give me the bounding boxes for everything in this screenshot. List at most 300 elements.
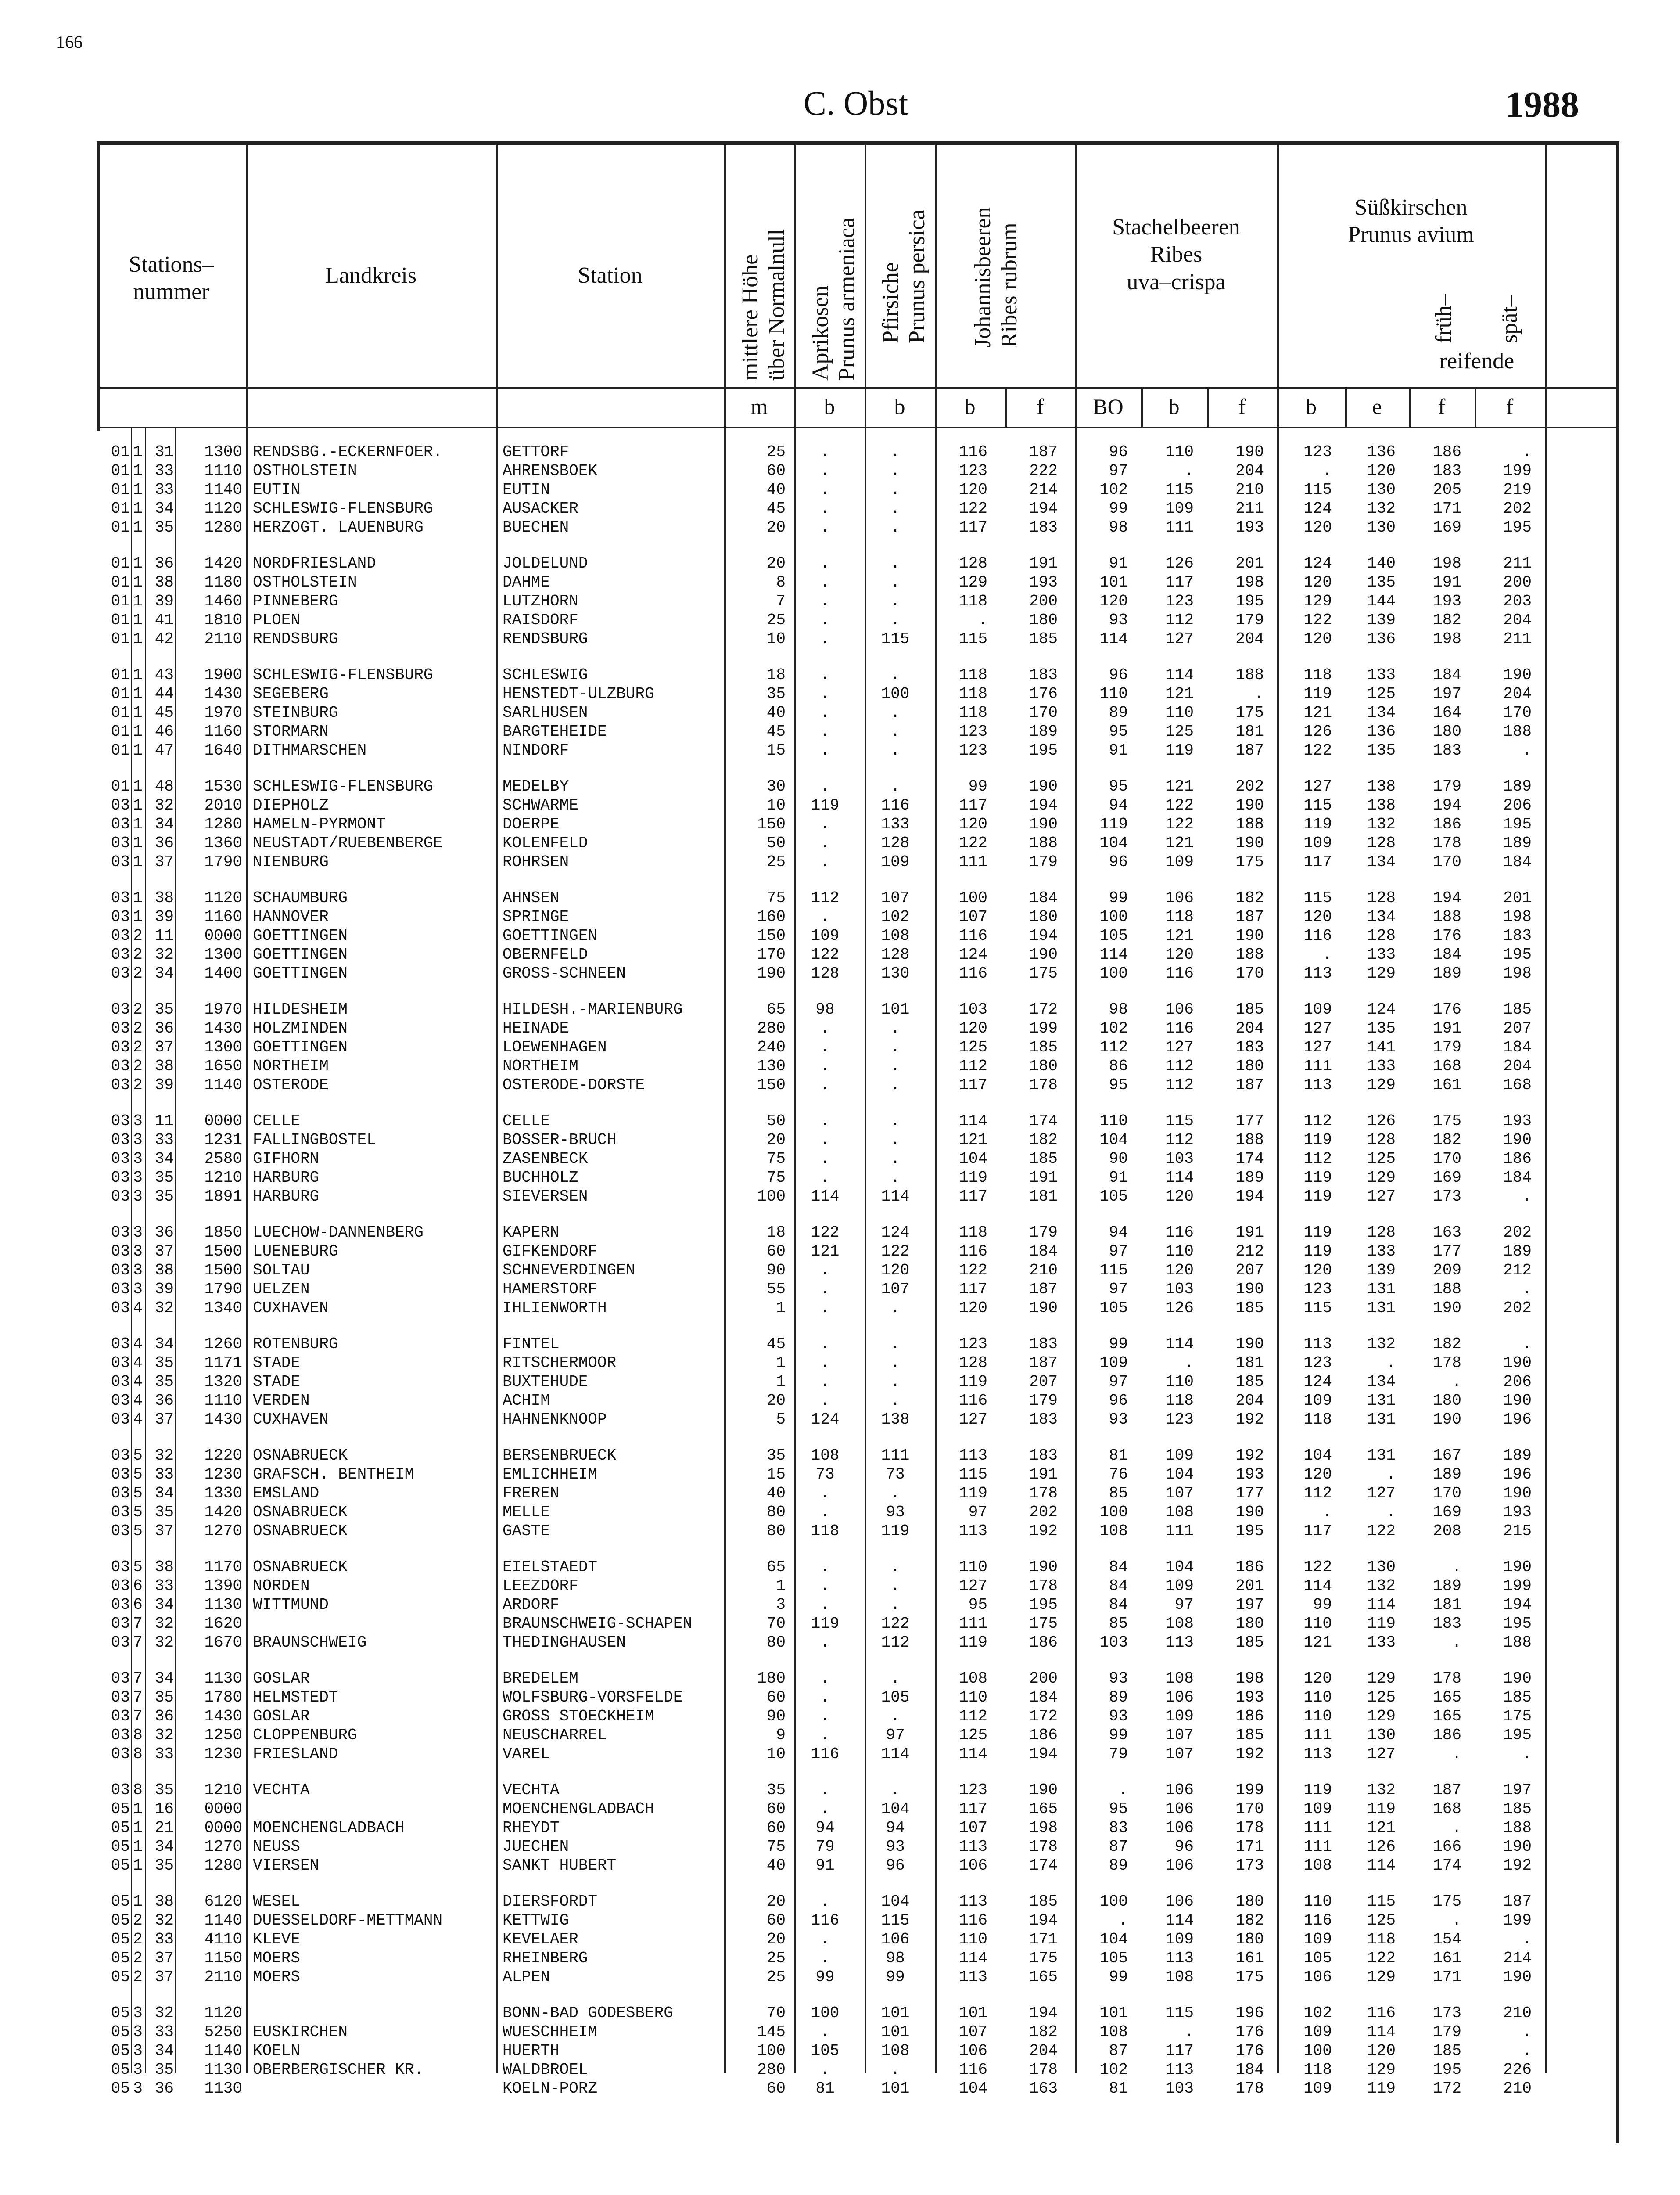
table-cell: 210	[1029, 1261, 1058, 1279]
table-cell: 47	[154, 741, 174, 759]
table-cell: VECHTA	[253, 1781, 310, 1799]
table-cell: 179	[1029, 1223, 1058, 1241]
table-cell: 168	[1433, 1800, 1461, 1818]
table-cell: 130	[1367, 1726, 1396, 1744]
table-cell: RHEINBERG	[503, 1949, 588, 1967]
table-cell: 03	[111, 1280, 130, 1298]
table-cell: 168	[1503, 1076, 1532, 1094]
table-cell: 115	[881, 630, 910, 648]
table-cell: 105	[1099, 1949, 1128, 1967]
table-cell: JOLDELUND	[503, 554, 588, 572]
table-cell: 183	[1503, 927, 1532, 945]
table-cell: 141	[1367, 1038, 1396, 1056]
table-cell: 110	[1303, 1893, 1332, 1911]
table-cell: 05	[111, 2023, 130, 2041]
table-cell: 176	[1433, 927, 1461, 945]
table-cell: .	[820, 1299, 830, 1317]
table-cell: 178	[1029, 2061, 1058, 2079]
table-cell: 168	[1433, 1057, 1461, 1075]
johannisbeeren-header: Johannisbeeren Ribes rubrum	[970, 207, 1022, 348]
table-cell: .	[890, 1150, 900, 1168]
table-cell: 70	[766, 1615, 786, 1633]
table-cell: 127	[1303, 777, 1332, 795]
table-cell: 190	[1235, 1335, 1264, 1353]
table-cell: 187	[1433, 1781, 1461, 1799]
table-cell: EMSLAND	[253, 1484, 319, 1502]
table-cell: KAPERN	[503, 1223, 560, 1241]
table-cell: 114	[881, 1745, 910, 1763]
table-cell: 204	[1235, 462, 1264, 480]
table-cell: 123	[959, 741, 987, 759]
table-cell: 1140	[204, 481, 242, 499]
table-cell: 10	[766, 630, 786, 648]
table-cell: .	[1322, 946, 1332, 964]
table-cell: .	[890, 611, 900, 629]
table-cell: 179	[1433, 777, 1461, 795]
table-cell: 37	[154, 1522, 174, 1540]
table-cell: 130	[881, 964, 910, 982]
table-cell: 178	[1433, 834, 1461, 852]
table-cell: SANKT HUBERT	[503, 1857, 617, 1875]
table-cell: .	[820, 1373, 830, 1391]
table-cell: KOELN	[253, 2042, 301, 2060]
table-cell: 188	[1235, 1131, 1264, 1149]
table-cell: 1810	[204, 611, 242, 629]
table-cell: 1850	[204, 1223, 242, 1241]
table-cell: 41	[154, 611, 174, 629]
hoehe-header: mittlere Höhe über Normalnull	[738, 229, 789, 381]
table-cell: 193	[1029, 573, 1058, 591]
table-cell: 30	[766, 777, 786, 795]
table-cell: 1	[133, 815, 143, 833]
table-cell: 03	[111, 1373, 130, 1391]
table-cell: 104	[959, 2080, 987, 2098]
table-cell: 115	[1165, 2004, 1194, 2022]
table-cell: 187	[1029, 443, 1058, 461]
table-cell: 48	[154, 777, 174, 795]
table-cell: VIERSEN	[253, 1857, 319, 1875]
table-cell: UELZEN	[253, 1280, 310, 1298]
table-cell: MOENCHENGLADBACH	[253, 1819, 405, 1837]
table-cell: 122	[881, 1242, 910, 1260]
table-cell: VERDEN	[253, 1392, 310, 1410]
table-cell: 90	[766, 1707, 786, 1725]
table-cell: 84	[1109, 1596, 1128, 1614]
table-cell: 190	[1503, 1838, 1532, 1856]
table-cell: 108	[1165, 1615, 1194, 1633]
table-cell: 35	[154, 1373, 174, 1391]
table-cell: 177	[1433, 1242, 1461, 1260]
table-cell: 188	[1433, 1280, 1461, 1298]
table-cell: 35	[766, 685, 786, 703]
table-cell: 109	[1303, 834, 1332, 852]
table-cell: 198	[1433, 554, 1461, 572]
table-cell: 112	[1165, 1131, 1194, 1149]
table-cell: 202	[1235, 777, 1264, 795]
table-cell: 116	[1303, 927, 1332, 945]
table-cell: 81	[815, 2080, 835, 2098]
table-cell: 116	[1367, 2004, 1396, 2022]
table-cell: .	[890, 500, 900, 518]
table-cell: STORMARN	[253, 723, 329, 741]
table-cell: MOERS	[253, 1949, 301, 1967]
table-cell: CLOPPENBURG	[253, 1726, 357, 1744]
table-cell: 113	[1165, 2061, 1194, 2079]
table-cell: 50	[766, 1112, 786, 1130]
table-cell: 178	[1433, 1354, 1461, 1372]
table-cell: WUESCHHEIM	[503, 2023, 598, 2041]
table-cell: 210	[1503, 2080, 1532, 2098]
table-cell: 1	[133, 573, 143, 591]
table-cell: DAHME	[503, 573, 550, 591]
table-cell: 03	[111, 1745, 130, 1763]
table-cell: .	[820, 2061, 830, 2079]
table-cell: 8	[133, 1726, 143, 1744]
table-cell: 1	[133, 908, 143, 926]
table-cell: 154	[1433, 1930, 1461, 1948]
table-cell: 175	[1235, 1968, 1264, 1986]
table-cell: 3	[776, 1596, 786, 1614]
table-cell: 35	[154, 1354, 174, 1372]
table-cell: 117	[959, 1280, 987, 1298]
table-cell: 202	[1503, 1299, 1532, 1317]
table-cell: 38	[154, 1057, 174, 1075]
table-cell: 175	[1433, 1112, 1461, 1130]
table-cell: 45	[766, 723, 786, 741]
table-cell: 34	[154, 2042, 174, 2060]
table-cell: 101	[881, 2004, 910, 2022]
table-cell: .	[1386, 1503, 1396, 1521]
table-cell: 179	[1433, 2023, 1461, 2041]
table-cell: 106	[959, 1857, 987, 1875]
table-cell: 103	[1165, 2080, 1194, 2098]
table-cell: 6120	[204, 1893, 242, 1911]
table-cell: .	[890, 666, 900, 684]
table-cell: 186	[1433, 1726, 1461, 1744]
table-cell: GROSS STOECKHEIM	[503, 1707, 654, 1725]
table-cell: 124	[881, 1223, 910, 1241]
table-cell: 1250	[204, 1726, 242, 1744]
table-cell: 185	[1029, 1038, 1058, 1056]
table-cell: 119	[959, 1484, 987, 1502]
table-cell: 130	[1367, 1558, 1396, 1576]
table-cell: .	[820, 1503, 830, 1521]
table-cell: 01	[111, 518, 130, 536]
table-cell: 99	[1109, 500, 1128, 518]
table-cell: 38	[154, 1261, 174, 1279]
table-cell: 37	[154, 1242, 174, 1260]
table-cell: 121	[1165, 834, 1194, 852]
table-cell: 189	[1503, 834, 1532, 852]
table-cell: 200	[1029, 1670, 1058, 1688]
table-cell: 117	[1165, 2042, 1194, 2060]
table-cell: 1670	[204, 1634, 242, 1652]
table-cell: 1400	[204, 964, 242, 982]
table-cell: 186	[1503, 1150, 1532, 1168]
table-cell: 18	[766, 666, 786, 684]
table-cell: 89	[1109, 1857, 1128, 1875]
table-cell: 109	[1303, 1000, 1332, 1018]
table-cell: .	[820, 704, 830, 722]
table-cell: 95	[1109, 1076, 1128, 1094]
table-cell: 107	[1165, 1726, 1194, 1744]
table-cell: GIFHORN	[253, 1150, 319, 1168]
table-cell: 111	[1303, 1726, 1332, 1744]
table-cell: 132	[1367, 1781, 1396, 1799]
table-cell: 181	[1235, 1354, 1264, 1372]
table-cell: 125	[959, 1726, 987, 1744]
table-cell: 193	[1235, 1688, 1264, 1706]
table-cell: 31	[154, 443, 174, 461]
table-cell: 34	[154, 1150, 174, 1168]
table-cell: 35	[766, 1447, 786, 1465]
table-cell: .	[890, 1596, 900, 1614]
table-cell: 175	[1235, 704, 1264, 722]
table-cell: 118	[959, 666, 987, 684]
table-cell: 03	[111, 1261, 130, 1279]
table-cell: VECHTA	[503, 1781, 560, 1799]
table-cell: 33	[154, 462, 174, 480]
table-cell: JUECHEN	[503, 1838, 569, 1856]
table-cell: 25	[766, 853, 786, 871]
table-cell: 1	[133, 1800, 143, 1818]
table-cell: 113	[1303, 1745, 1332, 1763]
table-cell: IHLIENWORTH	[503, 1299, 607, 1317]
table-cell: .	[890, 741, 900, 759]
table-cell: BREDELEM	[503, 1670, 578, 1688]
table-cell: 1130	[204, 2061, 242, 2079]
table-cell: 129	[1303, 592, 1332, 610]
table-cell: 1140	[204, 1911, 242, 1929]
table-cell: NORTHEIM	[503, 1057, 578, 1075]
table-cell: 3	[133, 1112, 143, 1130]
table-cell: 184	[1503, 1038, 1532, 1056]
table-cell: 129	[1367, 1169, 1396, 1187]
table-cell: .	[820, 1169, 830, 1187]
table-cell: .	[820, 1019, 830, 1037]
table-cell: 198	[1433, 630, 1461, 648]
table-cell: 200	[1503, 573, 1532, 591]
table-cell: 107	[881, 1280, 910, 1298]
table-cell: NINDORF	[503, 741, 569, 759]
table-cell: 39	[154, 1076, 174, 1094]
table-cell: STADE	[253, 1354, 301, 1372]
table-cell: 189	[1433, 1465, 1461, 1483]
table-cell: 114	[881, 1187, 910, 1205]
table-cell: 119	[1367, 1800, 1396, 1818]
table-cell: 190	[1029, 1558, 1058, 1576]
table-cell: .	[890, 462, 900, 480]
table-cell: 188	[1503, 1634, 1532, 1652]
table-cell: 130	[757, 1057, 786, 1075]
table-cell: .	[820, 443, 830, 461]
table-cell: 110	[1303, 1688, 1332, 1706]
table-cell: 1430	[204, 1411, 242, 1429]
table-cell: 03	[111, 1187, 130, 1205]
table-cell: .	[890, 554, 900, 572]
table-cell: 36	[154, 834, 174, 852]
table-cell: 95	[1109, 723, 1128, 741]
table-cell: GOETTINGEN	[253, 964, 348, 982]
table-cell: 185	[1503, 1688, 1532, 1706]
table-cell: 111	[881, 1447, 910, 1465]
table-cell: 190	[1503, 1392, 1532, 1410]
table-cell: ARDORF	[503, 1596, 560, 1614]
table-cell: 119	[959, 1169, 987, 1187]
table-cell: 280	[757, 1019, 786, 1037]
table-cell: 115	[959, 630, 987, 648]
table-cell: 101	[959, 2004, 987, 2022]
table-cell: 113	[1165, 1634, 1194, 1652]
table-cell: 112	[811, 889, 840, 907]
table-cell: 1	[133, 1819, 143, 1837]
table-cell: 123	[1165, 1411, 1194, 1429]
table-cell: 123	[1303, 1280, 1332, 1298]
table-cell: 131	[1367, 1447, 1396, 1465]
spaet-header: spät–	[1497, 295, 1522, 343]
table-cell: KOELN-PORZ	[503, 2080, 598, 2098]
table-cell: 195	[1235, 592, 1264, 610]
table-cell: .	[890, 1112, 900, 1130]
table-cell: 1170	[204, 1558, 242, 1576]
table-cell: 2110	[204, 630, 242, 648]
table-cell: 05	[111, 1968, 130, 1986]
table-cell: 128	[1367, 1223, 1396, 1241]
table-cell: 128	[959, 1354, 987, 1372]
table-cell: 03	[111, 927, 130, 945]
table-cell: 120	[881, 1261, 910, 1279]
table-cell: SCHAUMBURG	[253, 889, 348, 907]
table-cell: 106	[1303, 1968, 1332, 1986]
table-cell: 112	[1303, 1112, 1332, 1130]
table-cell: 172	[1029, 1707, 1058, 1725]
table-cell: .	[1118, 1911, 1128, 1929]
table-cell: 1160	[204, 908, 242, 926]
table-cell: 170	[1433, 1484, 1461, 1502]
year-heading: 1988	[1505, 84, 1579, 125]
table-cell: 161	[1235, 1949, 1264, 1967]
table-cell: 108	[1303, 1857, 1332, 1875]
table-cell: 144	[1367, 592, 1396, 610]
table-cell: 60	[766, 1688, 786, 1706]
table-cell: 181	[1433, 1596, 1461, 1614]
table-cell: GASTE	[503, 1522, 550, 1540]
table-cell: .	[890, 1373, 900, 1391]
table-cell: HANNOVER	[253, 908, 329, 926]
table-cell: 33	[154, 1745, 174, 1763]
table-cell: 91	[1109, 554, 1128, 572]
table-cell: HERZOGT. LAUENBURG	[253, 518, 424, 536]
table-cell: 133	[1367, 666, 1396, 684]
table-cell: 97	[1109, 1373, 1128, 1391]
table-cell: 119	[1303, 1223, 1332, 1241]
table-cell: 1230	[204, 1745, 242, 1763]
table-cell: 170	[757, 946, 786, 964]
table-cell: 5	[133, 1465, 143, 1483]
unit-stachel-bo: BO	[1093, 394, 1124, 419]
table-cell: 1	[133, 518, 143, 536]
table-cell: SCHLESWIG-FLENSBURG	[253, 777, 433, 795]
table-cell: HUERTH	[503, 2042, 560, 2060]
table-cell: 124	[959, 946, 987, 964]
table-cell: WALDBROEL	[503, 2061, 588, 2079]
table-cell: .	[820, 1280, 830, 1298]
table-cell: 1300	[204, 443, 242, 461]
table-cell: .	[890, 592, 900, 610]
table-cell: BRAUNSCHWEIG	[253, 1634, 367, 1652]
table-cell: 107	[1165, 1484, 1194, 1502]
table-cell: 1	[133, 1838, 143, 1856]
table-cell: 150	[757, 927, 786, 945]
table-cell: 124	[1367, 1000, 1396, 1018]
table-cell: 96	[1109, 1392, 1128, 1410]
table-cell: 42	[154, 630, 174, 648]
table-cell: 100	[757, 1187, 786, 1205]
table-cell: 110	[959, 1930, 987, 1948]
table-cell: .	[820, 1781, 830, 1799]
table-cell: 113	[959, 1893, 987, 1911]
table-cell: 2	[133, 946, 143, 964]
table-cell: 15	[766, 741, 786, 759]
table-cell: 199	[1235, 1781, 1264, 1799]
table-cell: 120	[959, 815, 987, 833]
table-cell: 133	[881, 815, 910, 833]
table-cell: 44	[154, 685, 174, 703]
table-cell: EIELSTAEDT	[503, 1558, 598, 1576]
table-cell: 202	[1503, 500, 1532, 518]
table-cell: 190	[1235, 1280, 1264, 1298]
table-cell: 106	[881, 1930, 910, 1948]
table-cell: 1330	[204, 1484, 242, 1502]
table-cell: 102	[1099, 2061, 1128, 2079]
table-cell: 172	[1433, 2080, 1461, 2098]
table-cell: 109	[811, 927, 840, 945]
table-cell: .	[1386, 1465, 1396, 1483]
table-cell: 129	[1367, 2061, 1396, 2079]
table-cell: 122	[1303, 611, 1332, 629]
table-cell: ROTENBURG	[253, 1335, 338, 1353]
table-cell: HILDESHEIM	[253, 1000, 348, 1018]
table-cell: 1120	[204, 500, 242, 518]
table-cell: 182	[1433, 611, 1461, 629]
table-cell: 1270	[204, 1522, 242, 1540]
table-cell: 194	[1433, 889, 1461, 907]
table-cell: 169	[1433, 1503, 1461, 1521]
table-cell: 176	[1235, 2042, 1264, 2060]
table-cell: SPRINGE	[503, 908, 569, 926]
table-cell: 03	[111, 1169, 130, 1187]
table-cell: 120	[1303, 908, 1332, 926]
table-cell: 05	[111, 1930, 130, 1948]
table-cell: GOETTINGEN	[253, 1038, 348, 1056]
table-cell: 127	[1165, 1038, 1194, 1056]
table-cell: 121	[1165, 685, 1194, 703]
table-cell: 182	[1235, 1911, 1264, 1929]
table-cell: 110	[1099, 1112, 1128, 1130]
table-cell: 187	[1029, 1280, 1058, 1298]
table-cell: 34	[154, 964, 174, 982]
units-top-rule	[97, 387, 1619, 389]
table-cell: 34	[154, 815, 174, 833]
table-cell: 1280	[204, 815, 242, 833]
table-cell: 119	[1303, 815, 1332, 833]
table-cell: 110	[1303, 1615, 1332, 1633]
table-cell: 3	[133, 2080, 143, 2098]
table-cell: 100	[811, 2004, 840, 2022]
table-cell: STEINBURG	[253, 704, 338, 722]
table-cell: 8	[133, 1781, 143, 1799]
table-cell: 01	[111, 554, 130, 572]
